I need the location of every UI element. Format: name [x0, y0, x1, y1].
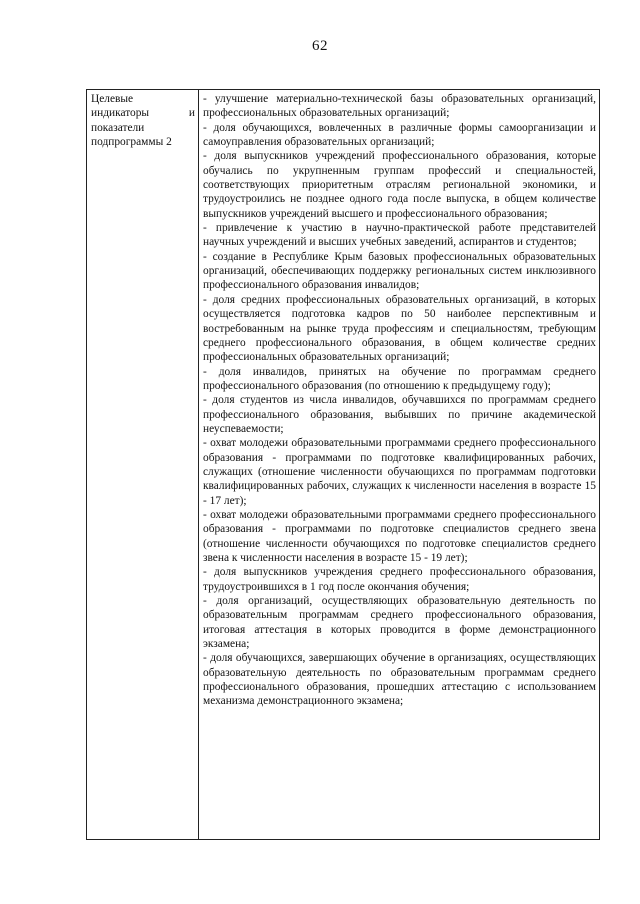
- indicator-item: - привлечение к участию в научно-практической работе представителей научных учреждений и высших учебных заведений, аспирантов и студентов;: [203, 222, 596, 249]
- indicator-item: - доля инвалидов, принятых на обучение по программам среднего профессионального образования (по отношению к предыдущему году);: [203, 365, 596, 392]
- indicator-item: - доля организаций, осуществляющих образовательную деятельность по образовательным программам среднего профессионального образования, итоговая аттестация в которых проводится в форме демонстрационного экзамена;: [203, 595, 596, 651]
- indicator-item: - доля средних профессиональных образовательных организаций, в которых осуществляется подготовка кадров по 50 наиболее перспективным и востребованным на рынке труда профессиям и специальностям, требующим среднего профессионального образования, в общем количестве средних профессиональных образовательных организаций;: [203, 293, 596, 364]
- row-label-cell: [87, 90, 199, 840]
- indicator-item: - доля обучающихся, завершающих обучение в организациях, осуществляющих образовательную деятельность по образовательным программам среднего профессионального образования, прошедших аттестацию с использованием механизма демонстрационного экзамена;: [203, 652, 596, 708]
- row-label-line: подпрограммы 2: [91, 136, 172, 149]
- row-label-line: показатели: [91, 121, 145, 134]
- row-label-line: индикаторы и: [91, 107, 195, 120]
- page-number: 62: [312, 38, 328, 54]
- indicators-table: [86, 89, 600, 840]
- indicator-item: - охват молодежи образовательными программами среднего профессионального образования - программами по подготовке специалистов среднего звена (отношение численности обучающихся по подготовке специалистов среднего звена к численности населения в возрасте 15 - 19 лет);: [203, 508, 596, 564]
- indicator-item: - доля обучающихся, вовлеченных в различные формы самоорганизации и самоуправления образовательных организаций;: [203, 121, 596, 149]
- table-row: [87, 90, 600, 840]
- indicator-item: - создание в Республике Крым базовых профессиональных образовательных организаций, обеспечивающих поддержку региональных систем инклюзивного профессионального образования инвалидов;: [203, 250, 596, 292]
- indicator-item: - доля выпускников учреждений профессионального образования, которые обучались по укрупненным группам профессий и специальностей, соответствующих приоритетным отраслям региональной экономики, и трудоустроились не позднее одного года после выпуска, в общем количестве выпускников учреждений высшего и профессионального образования;: [203, 150, 596, 220]
- row-label-line: Целевые: [91, 93, 134, 105]
- row-content-cell: [199, 90, 600, 840]
- indicator-item: - охват молодежи образовательными программами среднего профессионального образования - программами по подготовке квалифицированных рабочих, служащих (отношение численности обучающихся по программам подготовки квалифицированных рабочих, служащих к численности населения в возрасте 15 - 17 лет);: [203, 437, 596, 507]
- indicator-item: - улучшение материально-технической базы образовательных организаций, профессиональных образовательных организаций;: [203, 93, 596, 120]
- indicator-item: - доля выпускников учреждения среднего профессионального образования, трудоустроившихся в 1 год после окончания обучения;: [203, 566, 596, 593]
- indicator-item: - доля студентов из числа инвалидов, обучавшихся по программам среднего профессионального образования, выбывших по причине академической неуспеваемости;: [203, 394, 596, 435]
